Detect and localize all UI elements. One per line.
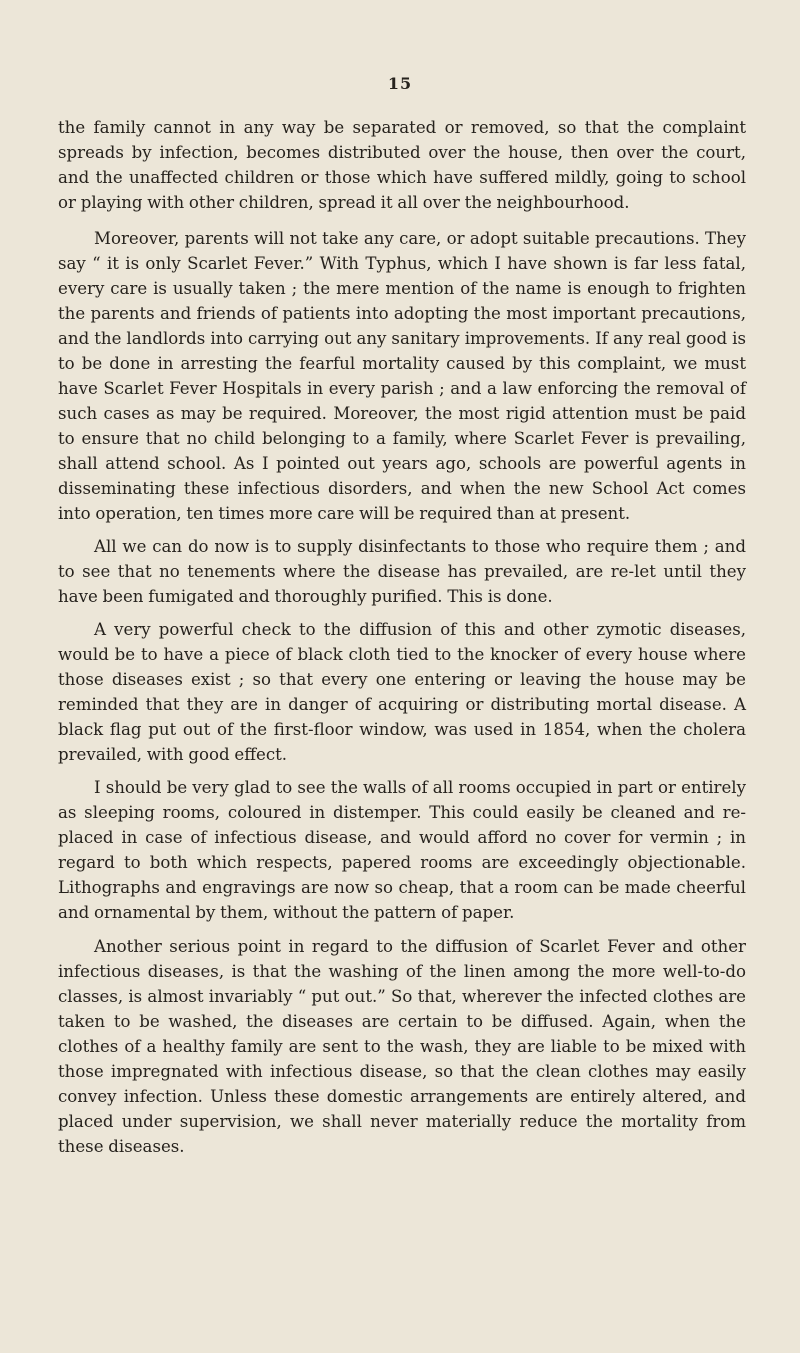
paragraph-black-cloth: A very powerful check to the diffusion of this and other zymotic diseases, would be to have a piece of black cloth tied to the knocker of every house where those diseases exist ; so that every one entering or leaving the house may be reminded that they are in danger of acquiring or distributing mortal disease. A black flag put out of the first-floor window, was used in 1854, when the cholera prevailed, with good effect.	[58, 620, 746, 764]
page-number: 15	[387, 74, 413, 93]
paragraph-precautions: Moreover, parents will not take any care, or adopt suitable precautions. They say “ it is only Scarlet Fever.” With Typhus, which I have shown is far less fatal, every care is usually taken ; the mere mention of the name is enough to frighten the parents and friends of patients into adopting the most important precautions, and the landlords into carrying out any sanitary improvements. If any real good is to be done in arresting the fearful mortality caused by this complaint, we must have Scarlet Fever Hospitals in every parish ; and a law enforcing the removal of such cases as may be required. Moreover, the most rigid attention must be paid to ensure that no child belonging to a family, where Scarlet Fever is prevailing, shall attend school. As I pointed out years ago, schools are powerful agents in disseminating these infectious disorders, and when the new School Act comes into operation, ten times more care will be required than at present.	[58, 229, 746, 523]
paragraph-disinfectants: All we can do now is to supply disinfectants to those who require them ; and to see that no tenements where the disease has prevailed, are re-let until they have been fumigated and thoroughly purified. This is done.	[58, 537, 746, 606]
paragraph-distemper-walls: I should be very glad to see the walls of all rooms occupied in part or entirely as sleeping rooms, coloured in distemper. This could easily be cleaned and re-placed in case of infectious disease, and would afford no cover for vermin ; in regard to both which respects, papered rooms are exceedingly objectionable. Lithographs and engravings are now so cheap, that a room can be made cheerful and ornamental by them, without the pattern of paper.	[58, 778, 746, 922]
body-text	[58, 115, 746, 1159]
paragraph-washing-linen: Another serious point in regard to the diffusion of Scarlet Fever and other infectious diseases, is that the washing of the linen among the more well-to-do classes, is almost invariably “ put out.” So that, wherever the infected clothes are taken to be washed, the diseases are certain to be diffused. Again, when the clothes of a healthy family are sent to the wash, they are liable to be mixed with those impregnated with infectious disease, so that the clean clothes may easily convey infection. Unless these domestic arrangements are entirely altered, and placed under supervision, we shall never materially reduce the mortality from these diseases.	[58, 937, 746, 1156]
paragraph-continuation: the family cannot in any way be separated or removed, so that the complaint spreads by infection, becomes distributed over the house, then over the court, and the unaffected children or those which have suffered mildly, going to school or playing with other children, spread it all over the neighbourhood.	[58, 118, 746, 212]
